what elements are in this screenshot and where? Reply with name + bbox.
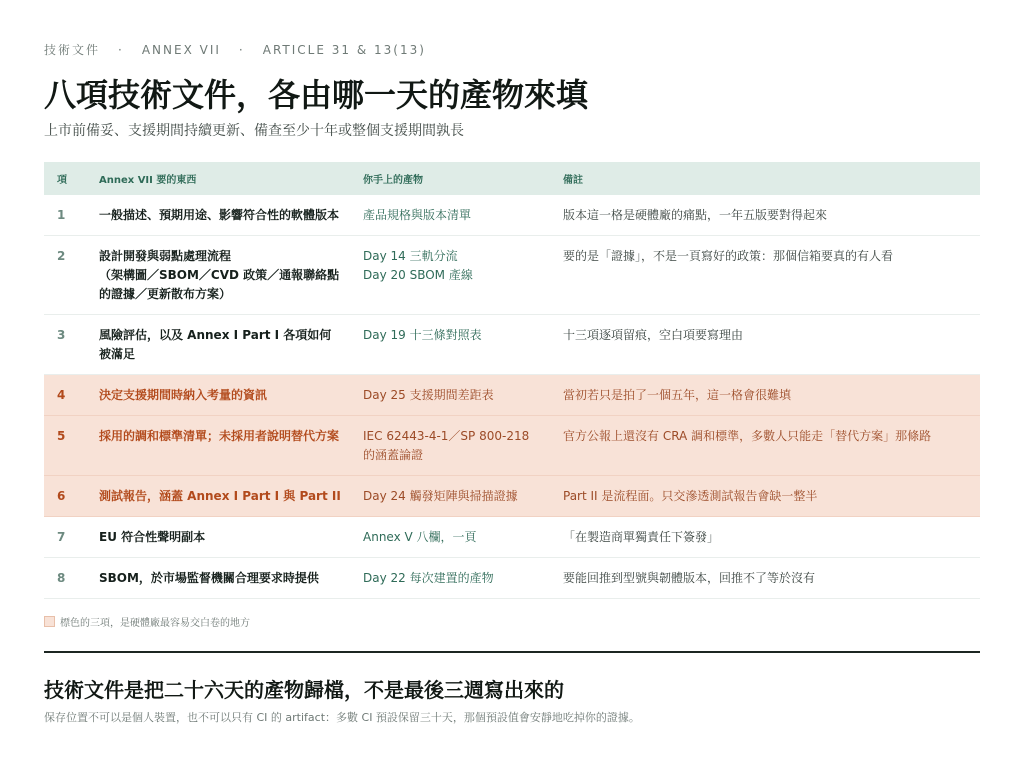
row-note: 「在製造商單獨責任下簽發」 (553, 517, 980, 558)
table-row (44, 416, 980, 476)
row-number: 2 (44, 236, 89, 315)
row-note: 要能回推到型號與韌體版本，回推不了等於沒有 (553, 558, 980, 599)
row-artifact: Day 14 三軌分流 Day 20 SBOM 產線 (353, 236, 553, 315)
breadcrumb-separator: · (238, 43, 245, 57)
table-row (44, 517, 980, 558)
row-note: Part II 是流程面。只交滲透測試報告會缺一整半 (553, 476, 980, 517)
table-body (44, 195, 980, 599)
table-row (44, 236, 980, 315)
table-row (44, 476, 980, 517)
column-header-item: 項 (44, 162, 89, 195)
row-artifact: Day 19 十三條對照表 (353, 315, 553, 375)
section-divider (44, 651, 980, 653)
row-note: 版本這一格是硬體廠的痛點，一年五版要對得起來 (553, 195, 980, 236)
legend-swatch (44, 616, 55, 627)
row-requirement: EU 符合性聲明副本 (89, 517, 353, 558)
legend-text: 標色的三項，是硬體廠最容易交白卷的地方 (60, 618, 250, 629)
row-number: 3 (44, 315, 89, 375)
page-title: 八項技術文件，各由哪一天的產物來填 (44, 76, 589, 114)
row-note: 當初若只是拍了一個五年，這一格會很難填 (553, 375, 980, 416)
legend (44, 614, 250, 629)
section-title: 技術文件是把二十六天的產物歸檔，不是最後三週寫出來的 (44, 678, 564, 702)
row-note: 十三項逐項留痕，空白項要寫理由 (553, 315, 980, 375)
row-note: 官方公報上還沒有 CRA 調和標準，多數人只能走「替代方案」那條路 (553, 416, 980, 476)
row-artifact: IEC 62443-4-1／SP 800-218 的涵蓋論證 (353, 416, 553, 476)
table-row (44, 315, 980, 375)
row-number: 5 (44, 416, 89, 476)
table-row (44, 375, 980, 416)
row-number: 8 (44, 558, 89, 599)
row-number: 7 (44, 517, 89, 558)
row-artifact: 產品規格與版本清單 (353, 195, 553, 236)
annex-vii-table (44, 162, 980, 599)
row-requirement: 風險評估，以及 Annex I Part I 各項如何被滿足 (89, 315, 353, 375)
row-number: 4 (44, 375, 89, 416)
row-artifact: Day 22 每次建置的產物 (353, 558, 553, 599)
column-header-artifact: 你手上的產物 (353, 162, 553, 195)
breadcrumb-article: ARTICLE 31 & 13(13) (262, 43, 426, 57)
section-footnote: 保存位置不可以是個人裝置，也不可以只有 CI 的 artifact：多數 CI 預設保留三十天，那個預設值會安靜地吃掉你的證據。 (44, 711, 640, 724)
breadcrumb-annex: ANNEX VII (141, 43, 221, 57)
breadcrumb (44, 41, 426, 58)
row-number: 6 (44, 476, 89, 517)
breadcrumb-doc-type: 技術文件 (44, 43, 101, 57)
column-header-requirement: Annex VII 要的東西 (89, 162, 353, 195)
row-artifact: Annex V 八欄，一頁 (353, 517, 553, 558)
row-requirement: 測試報告，涵蓋 Annex I Part I 與 Part II (89, 476, 353, 517)
table-header-row (44, 162, 980, 195)
row-requirement: 一般描述、預期用途、影響符合性的軟體版本 (89, 195, 353, 236)
row-note: 要的是「證據」，不是一頁寫好的政策：那個信箱要真的有人看 (553, 236, 980, 315)
page-subtitle: 上市前備妥、支援期間持續更新、備查至少十年或整個支援期間孰長 (44, 123, 464, 139)
row-requirement: SBOM，於市場監督機關合理要求時提供 (89, 558, 353, 599)
row-requirement: 採用的調和標準清單；未採用者說明替代方案 (89, 416, 353, 476)
column-header-note: 備註 (553, 162, 980, 195)
row-artifact: Day 25 支援期間差距表 (353, 375, 553, 416)
row-requirement: 決定支援期間時納入考量的資訊 (89, 375, 353, 416)
row-artifact: Day 24 觸發矩陣與掃描證據 (353, 476, 553, 517)
breadcrumb-separator: · (118, 43, 124, 57)
table-row (44, 195, 980, 236)
table-row (44, 558, 980, 599)
row-number: 1 (44, 195, 89, 236)
row-requirement: 設計開發與弱點處理流程 （架構圖／SBOM／CVD 政策／通報聯絡點的證據／更新散布方案） (89, 236, 353, 315)
